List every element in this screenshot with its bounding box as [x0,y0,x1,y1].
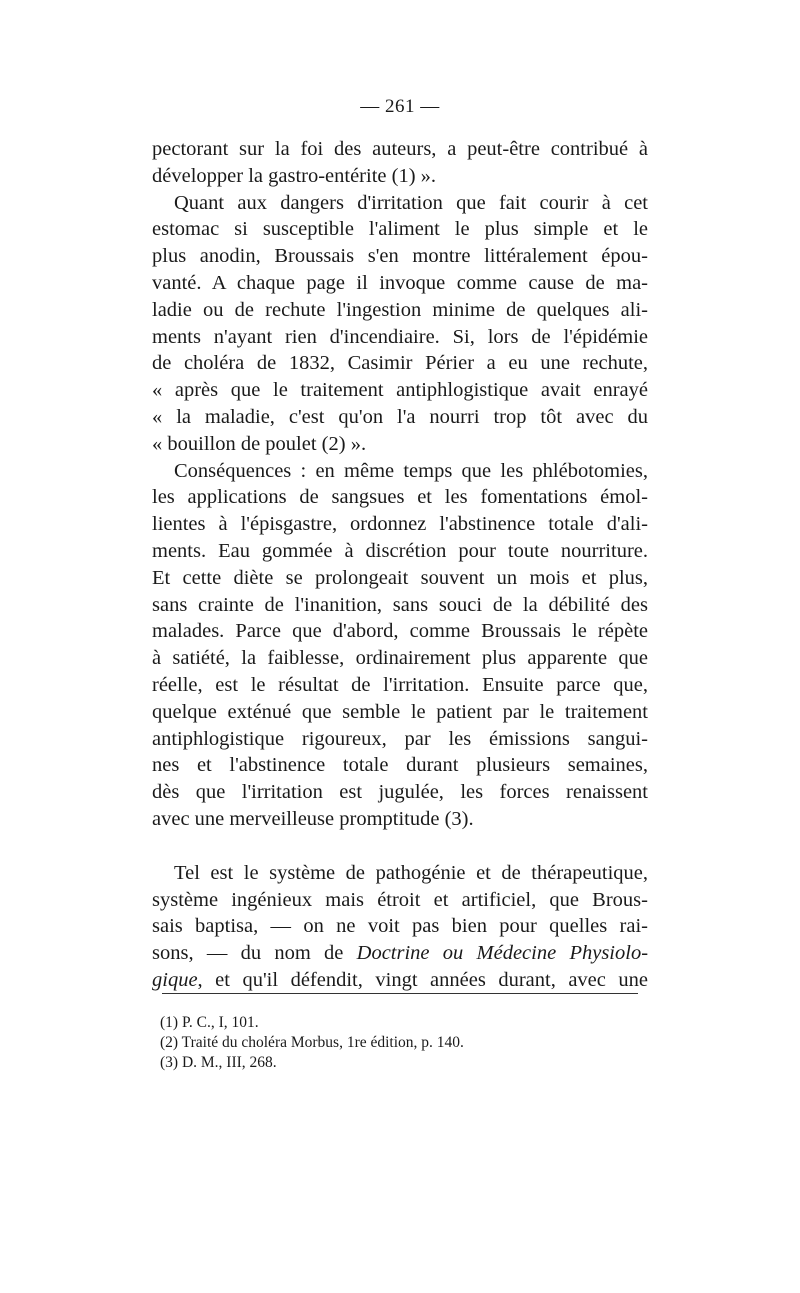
text-line: de choléra de 1832, Casimir Périer a eu une rechute, [152,352,648,375]
italic-title: gique [152,968,198,991]
text-line: nes et l'abstinence totale durant plusieurs semaines, [152,754,648,777]
text-line: ments n'ayant rien d'incendiaire. Si, lors de l'épidémie [152,325,648,348]
footnote-divider [162,993,638,994]
text-line: à satiété, la faiblesse, ordinairement plus apparente que [152,647,648,670]
text-line: « la maladie, c'est qu'on l'a nourri trop tôt avec du [152,405,648,428]
text-line: plus anodin, Broussais s'en montre littéralement épou- [152,245,648,268]
text-line: réelle, est le résultat de l'irritation. Ensuite parce que, [152,673,648,696]
page-number: — 261 — [360,96,440,117]
text-line: lientes à l'épisgastre, ordonnez l'abstinence totale d'ali- [152,513,648,536]
text-line: malades. Parce que d'abord, comme Broussais le répète [152,620,648,643]
text-fragment: , et qu'il défendit, vingt années durant, avec une [197,968,648,991]
text-line: vanté. A chaque page il invoque comme cause de ma- [152,271,648,294]
text-line: sais baptisa, — on ne voit pas bien pour quelles rai- [152,915,648,938]
body-text [152,136,648,994]
text-line: les applications de sangsues et les fomentations émol- [152,486,648,509]
text-line: « après que le traitement antiphlogistique avait enrayé [152,379,648,402]
text-fragment: sons, — du nom de [152,942,344,965]
text-line: avec une merveilleuse promptitude (3). [152,807,474,830]
text-line: Tel est le système de pathogénie et de thérapeutique, [174,861,648,884]
text-line: Et cette diète se prolongeait souvent un mois et plus, [152,566,648,589]
text-line: estomac si susceptible l'aliment le plus simple et le [152,218,648,241]
text-line [152,940,648,967]
text-line: quelque exténué que semble le patient par le traitement [152,700,648,723]
text-line: ments. Eau gommée à discrétion pour toute nourriture. [152,539,648,562]
footnote: (2) Traité du choléra Morbus, 1re édition, p. 140. [160,1034,464,1051]
text-line: développer la gastro-entérite (1) ». [152,164,437,187]
text-line [152,967,648,994]
text-line: sans crainte de l'inanition, sans souci de la débilité des [152,593,648,616]
text-line: pectorant sur la foi des auteurs, a peut-être contribué à [152,138,648,160]
paragraph-gap [152,833,648,860]
text-line: système ingénieux mais étroit et artificiel, que Brous- [152,888,648,911]
footnotes [160,1013,620,1073]
text-line: Conséquences : en même temps que les phlébotomies, [174,459,648,482]
italic-title: Doctrine ou Médecine Physiolo- [356,942,649,965]
text-line: dès que l'irritation est jugulée, les forces renaissent [152,781,648,804]
text-line: ladie ou de rechute l'ingestion minime de quelques ali- [152,298,648,321]
footnote: (1) P. C., I, 101. [160,1014,259,1031]
text-line: « bouillon de poulet (2) ». [152,432,367,455]
text-line: antiphlogistique rigoureux, par les émissions sangui- [152,727,648,750]
footnote: (3) D. M., III, 268. [160,1054,277,1071]
text-line: Quant aux dangers d'irritation que fait courir à cet [174,191,648,214]
